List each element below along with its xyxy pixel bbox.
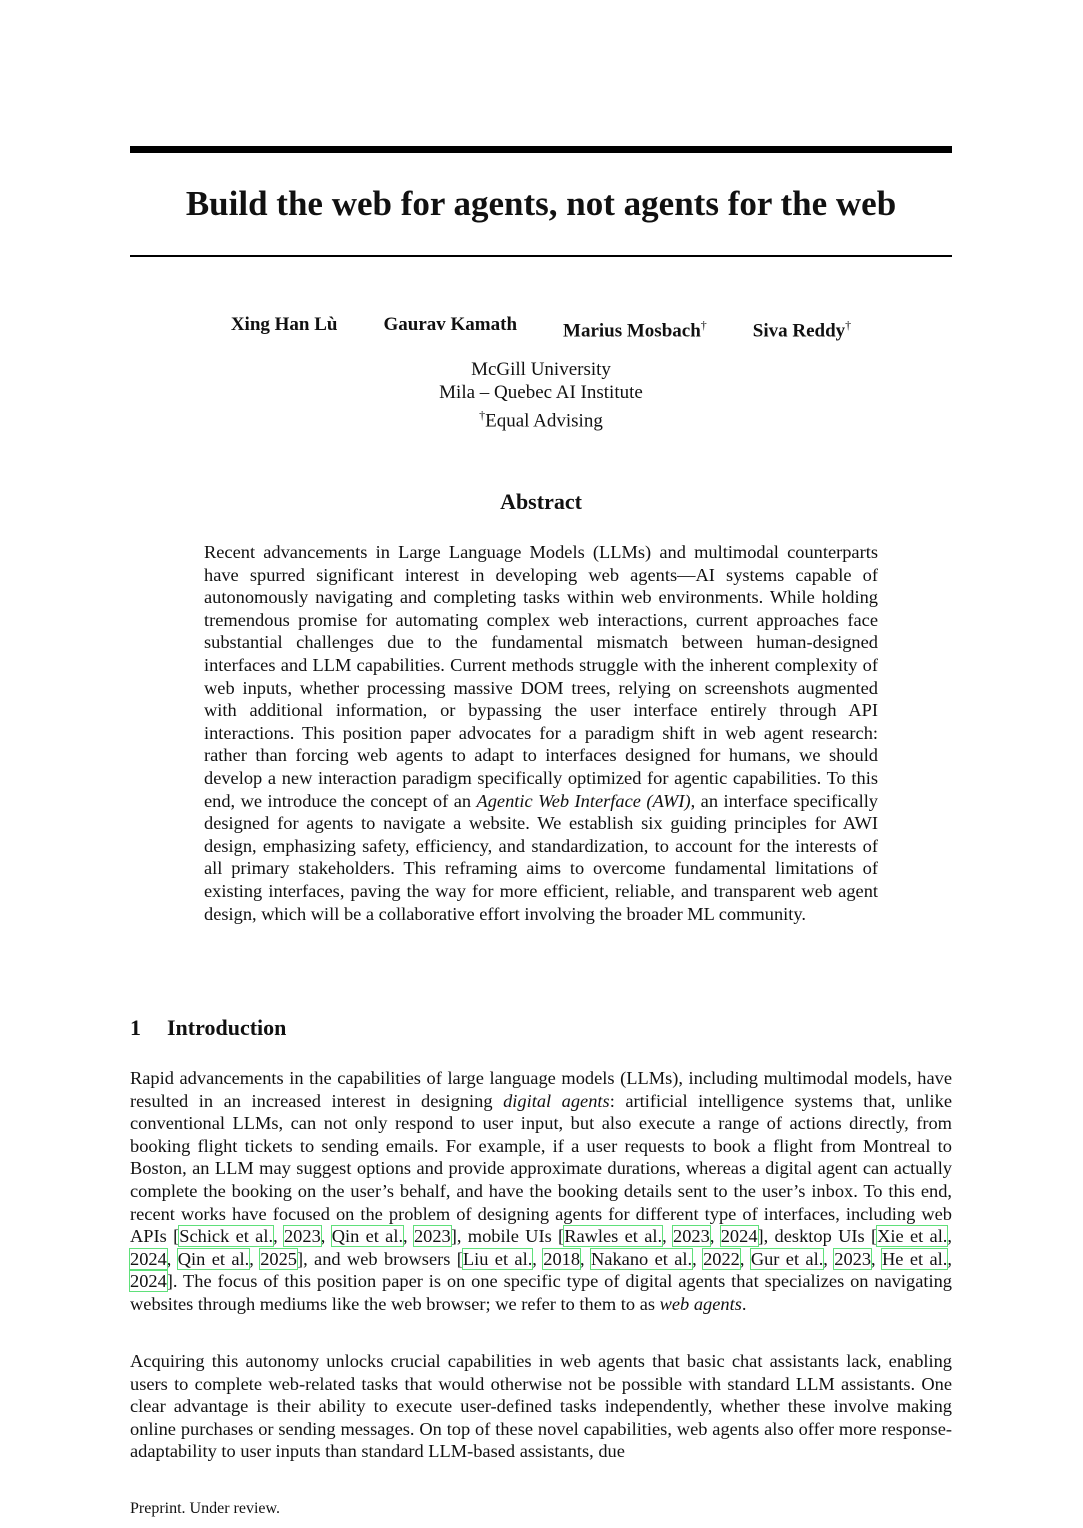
citation-link[interactable]: Xie et al. <box>877 1226 948 1247</box>
citation-link[interactable]: Qin et al. <box>177 1248 250 1269</box>
author-3: Marius Mosbach† <box>563 318 707 342</box>
intro-paragraph-1: Rapid advancements in the capabilities of large language models (LLMs), including multimodal models, have resulted in an increased interest in designing digital agents: artificial intelligence systems that, unlike conventional LLMs, can not only respond to user input, but also execute a range of actions directly, from booking flight tickets to sending emails. For example, if a user requests to book a flight from Montreal to Boston, an LLM may suggest options and provide approximate durations, whereas a digital agent can actually complete the booking on the user’s behalf, and have the booking details sent to the user’s inbox. To this end, recent works have focused on the problem of designing agents for different type of interfaces, including web APIs [Schick et al., 2023, Qin et al., 2023], mobile UIs [Rawles et al., 2023, 2024], desktop UIs [Xie et al., 2024, Qin et al., 2025], and web browsers [Liu et al., 2018, Nakano et al., 2022, Gur et al., 2023, He et al., 2024]. The focus of this position paper is on one specific type of digital agents that specializes on navigating websites through mediums like the web browser; we refer to them to as web agents. <box>130 1068 953 1314</box>
page-footer: Preprint. Under review. <box>130 1500 281 1517</box>
intro-paragraph-2: Acquiring this autonomy unlocks crucial capabilities in web agents that basic chat assistants lack, enabling users to complete web-related tasks that would otherwise not be possible with standard LLM assistants. One clear advantage is their ability to execute user-defined tasks independently, whether these involve making online purchases or sending messages. On top of these novel capabilities, web agents also offer more response-adaptability to user inputs than standard LLM-based assistants, due <box>130 1351 952 1462</box>
citation-link[interactable]: 2023 <box>673 1226 710 1247</box>
affiliations <box>130 358 952 432</box>
section-title: Introduction <box>167 1015 287 1040</box>
citation-link[interactable]: Qin et al. <box>331 1226 404 1247</box>
affiliation-1: McGill University <box>471 359 611 380</box>
author-4: Siva Reddy† <box>752 318 852 342</box>
equal-advising-mark: † <box>845 318 852 332</box>
citation-link[interactable]: 2025 <box>260 1248 297 1269</box>
section-number: 1 <box>130 1015 141 1040</box>
citation-link[interactable]: 2024 <box>130 1271 167 1292</box>
citation-link[interactable]: Liu et al. <box>462 1248 533 1269</box>
equal-advising-mark: † <box>700 318 707 332</box>
citation-link[interactable]: 2024 <box>720 1226 758 1247</box>
affiliation-2: Mila – Quebec AI Institute <box>439 382 643 403</box>
citation-link[interactable]: 2023 <box>834 1248 872 1269</box>
paper-title: Build the web for agents, not agents for the web <box>185 184 897 223</box>
awi-term: Agentic Web Interface (AWI) <box>476 790 691 811</box>
citation-link[interactable]: Nakano et al. <box>591 1248 693 1269</box>
abstract-text: Recent advancements in Large Language Models (LLMs) and multimodal counterparts have spurred significant interest in developing web agents—AI systems capable of autonomously navigating and completing tasks within web environments. While holding tremendous promise for automating complex web interactions, current approaches face substantial challenges due to the fundamental mismatch between human-designed interfaces and LLM capabilities. Current methods struggle with the inherent complexity of web inputs, whether processing massive DOM trees, relying on screenshots augmented with additional information, or bypassing the user interface entirely through API interactions. This position paper advocates for a paradigm shift in web agent research: rather than forcing web agents to adapt to interfaces designed for humans, we should develop a new interaction paradigm specifically optimized for agentic capabilities. To this end, we introduce the concept of an Agentic Web Interface (AWI), an interface specifically designed for agents to navigate a website. We establish six guiding principles for AWI design, emphasizing safety, efficiency, and standardization, to account for the interests of all primary stakeholders. This reframing aims to overcome fundamental limitations of existing interfaces, paving the way for more efficient, reliable, and transparent web agent design, which will be a collaborative effort involving the broader ML community. <box>204 542 878 924</box>
author-list <box>130 312 952 344</box>
section-heading <box>130 1014 286 1042</box>
title-bottom-rule <box>130 255 952 257</box>
citation-link[interactable]: 2024 <box>130 1248 167 1269</box>
abstract-heading: Abstract <box>500 489 582 514</box>
citation-link[interactable]: He et al. <box>882 1248 948 1269</box>
citation-link[interactable]: 2018 <box>543 1248 581 1269</box>
citation-link[interactable]: Schick et al. <box>179 1226 274 1247</box>
title-top-rule <box>130 146 952 153</box>
author-1: Xing Han Lù <box>230 314 338 335</box>
author-2: Gaurav Kamath <box>383 314 518 335</box>
citation-link[interactable]: 2022 <box>703 1248 740 1269</box>
citation-link[interactable]: Gur et al. <box>750 1248 824 1269</box>
citation-link[interactable]: 2023 <box>413 1226 451 1247</box>
citation-link[interactable]: Rawles et al. <box>564 1226 663 1247</box>
citation-link[interactable]: 2023 <box>283 1226 321 1247</box>
affiliation-note: †Equal Advising <box>479 408 603 432</box>
